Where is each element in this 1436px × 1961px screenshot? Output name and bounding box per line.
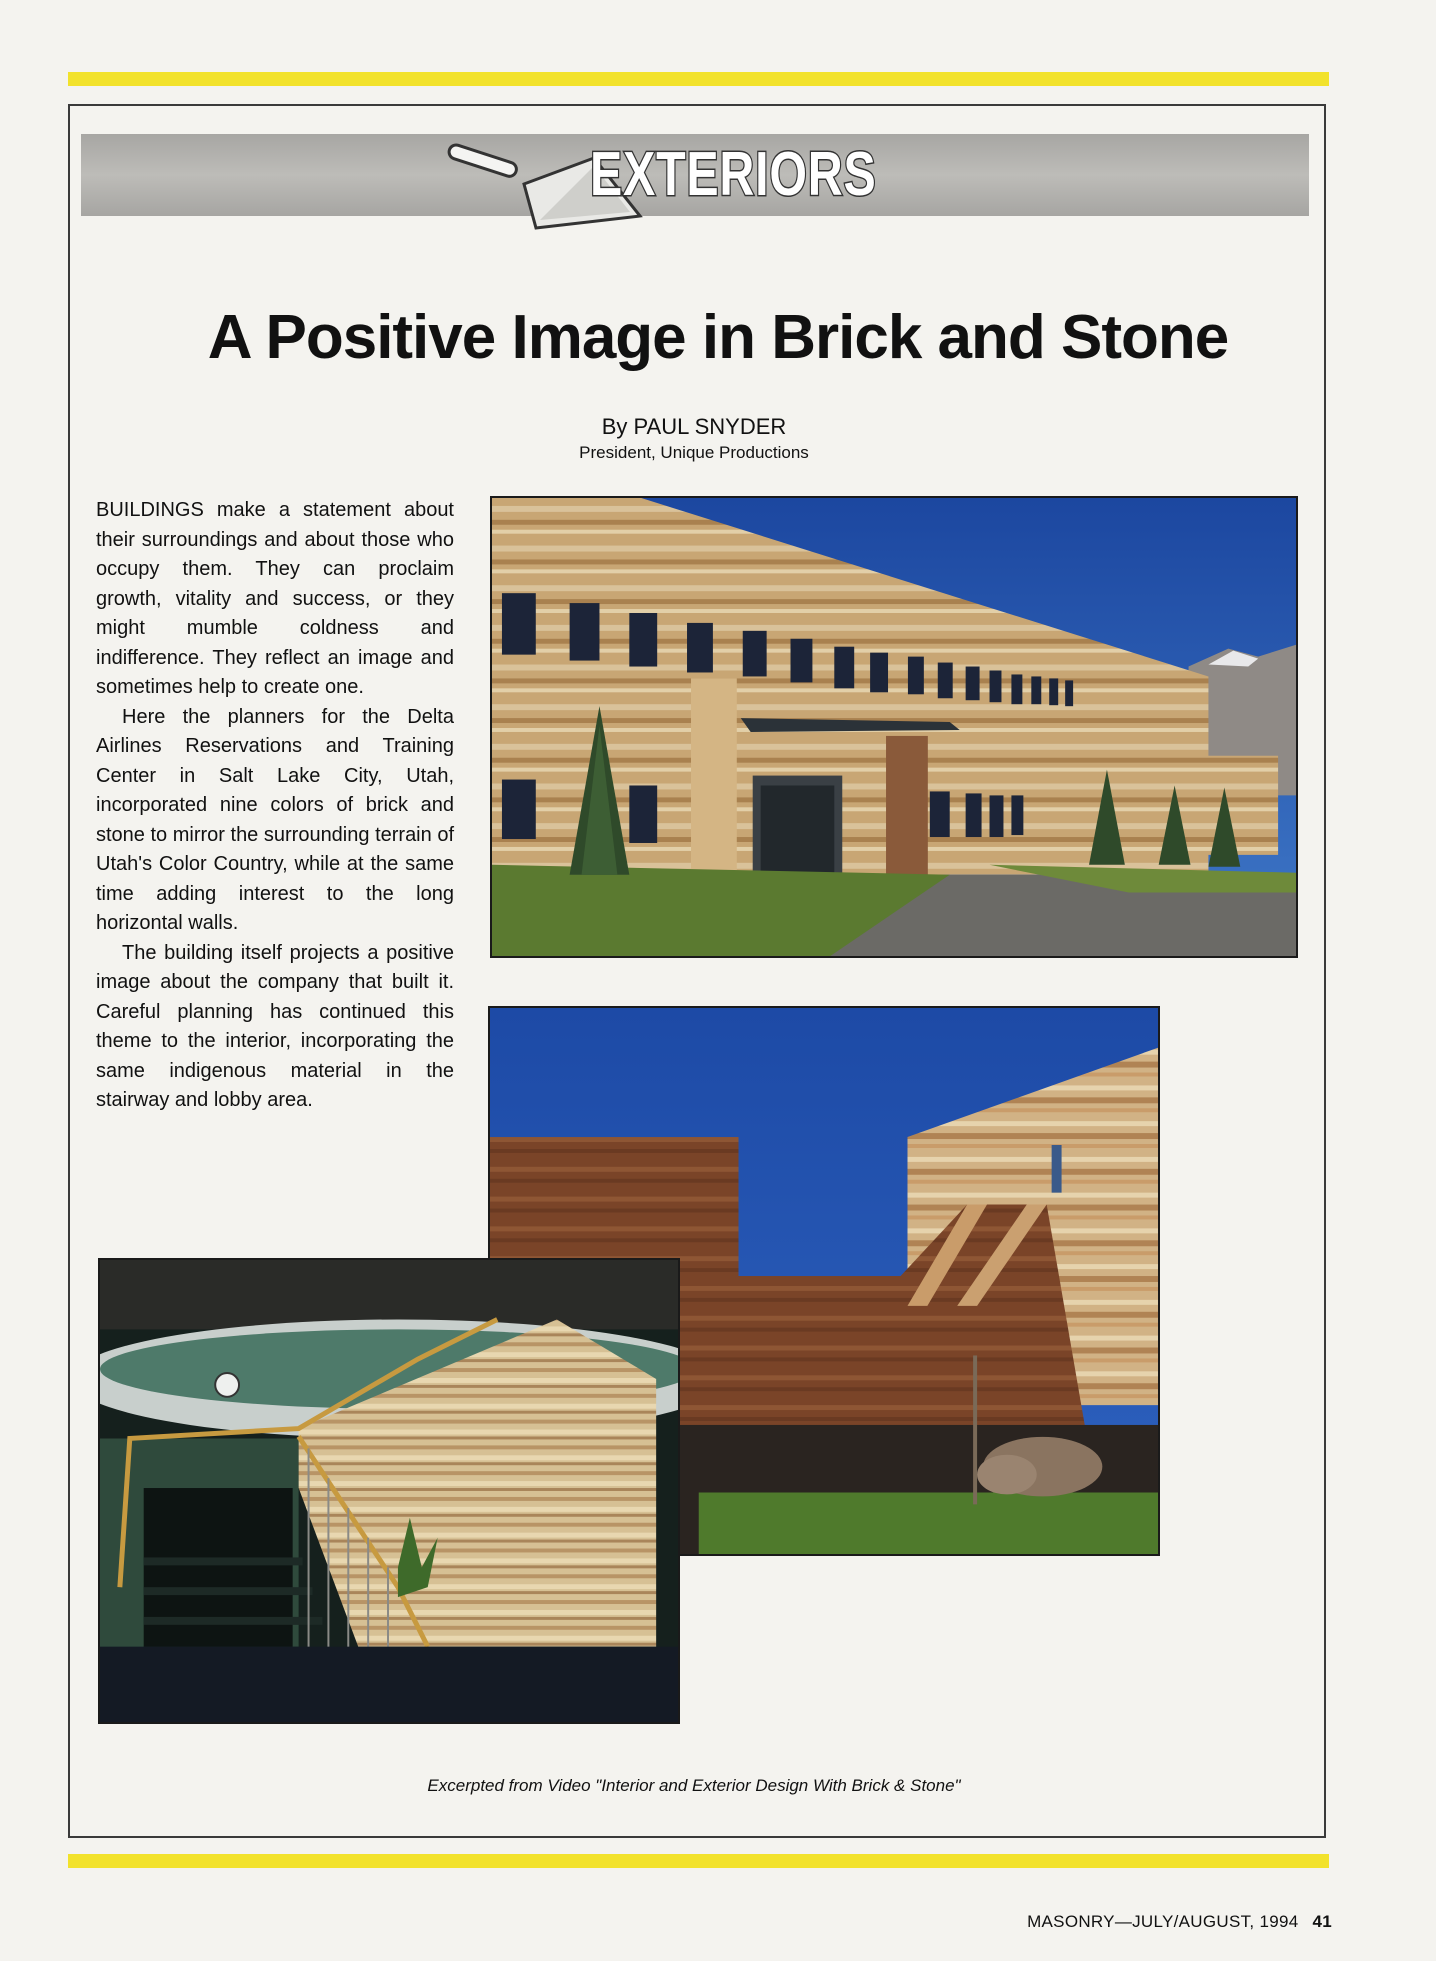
paragraph: The building itself projects a positive image about the company that built it. Careful planning has continued this theme to the interior, incorporating the same indigenous material in the stairway and lobby area.: [96, 941, 454, 1111]
headline: A Positive Image in Brick and Stone: [207, 303, 1229, 372]
paragraph: BUILDINGS make a statement about their surroundings and about those who occupy them. They can proclaim growth, vitality and success, or they might mumble coldness and indifference. They reflect an image and sometimes help to create one.: [96, 499, 454, 698]
top-rule: [68, 72, 1329, 86]
byline-title: President, Unique Productions: [579, 443, 809, 462]
byline: By PAUL SNYDER: [601, 414, 787, 439]
paragraph: Here the planners for the Delta Airlines Reservations and Training Center in Salt Lake City, Utah, incorporated nine colors of brick and stone to mirror the surrounding terrain of Utah's Color Country, while at the same time adding interest to the long horizontal walls.: [96, 705, 454, 934]
page-footer: [1027, 1912, 1332, 1932]
article-body: [96, 496, 454, 1116]
interior-stairway-photo: [98, 1258, 680, 1724]
section-banner-title: EXTERIORS: [590, 140, 877, 209]
photo-caption: Excerpted from Video "Interior and Exterior Design With Brick & Stone": [427, 1776, 961, 1795]
publication-issue: MASONRY—JULY/AUGUST, 1994: [1027, 1912, 1299, 1931]
building-exterior-photo: [490, 496, 1298, 958]
bottom-rule: [68, 1854, 1329, 1868]
page-number: 41: [1312, 1912, 1332, 1931]
